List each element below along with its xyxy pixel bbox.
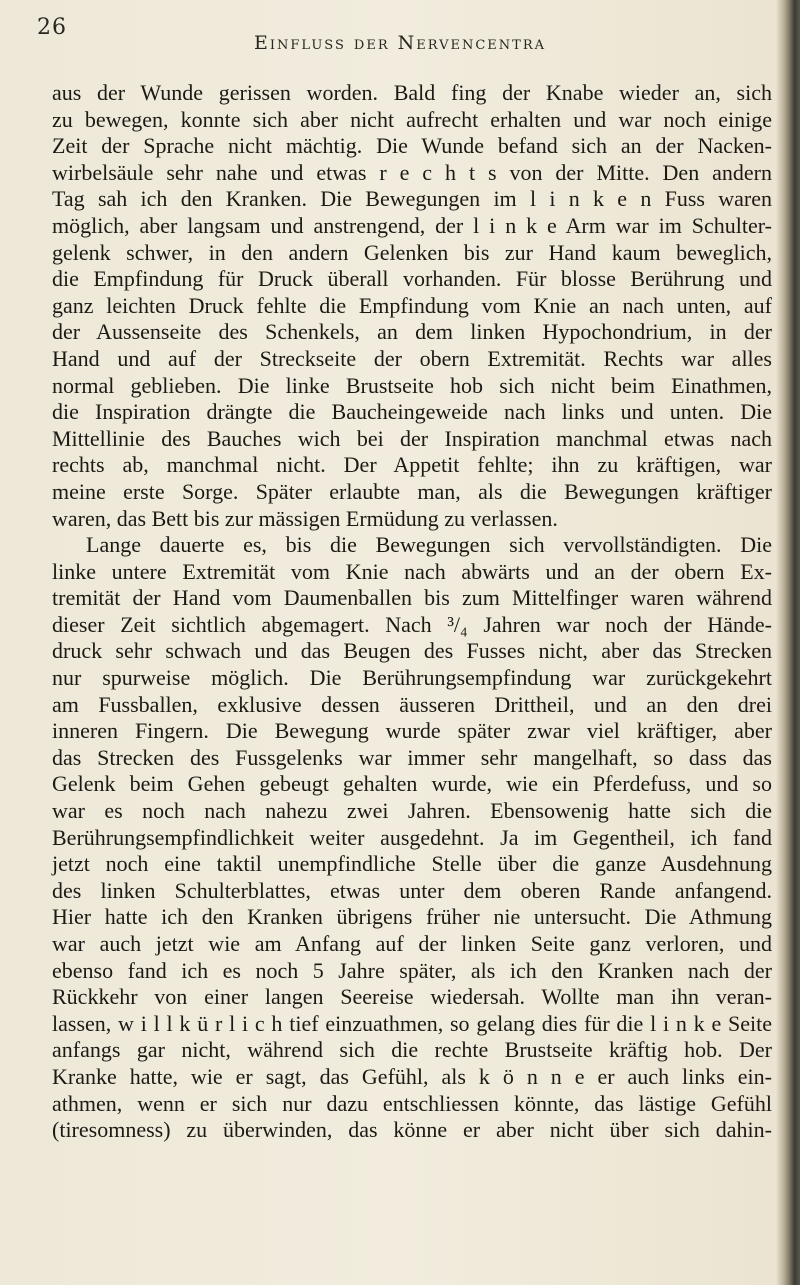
text-line: die Inspiration drängte die Baucheingeweide nach links und unten. Die: [52, 399, 772, 425]
text-line: aus der Wunde gerissen worden. Bald fing der Knabe wieder an, sich: [52, 80, 772, 105]
text-line: gelenk schwer, in den andern Gelenken bis zur Hand kaum beweglich,: [52, 239, 772, 265]
text-line: am Fussballen, exklusive dessen äusseren Drittheil, und an den drei: [52, 691, 772, 717]
text-line: möglich, aber langsam und anstrengend, der l i n k e Arm war im Schulter-: [52, 212, 772, 238]
text-line: ebenso fand ich es noch 5 Jahre später, als ich den Kranken nach der: [52, 957, 772, 983]
text-line: war auch jetzt wie am Anfang auf der linken Seite ganz verloren, und: [52, 931, 772, 956]
text-line: Berührungsempfindlichkeit weiter ausgedehnt. Ja im Gegentheil, ich fand: [52, 824, 772, 850]
text-line: linke untere Extremität vom Knie nach abwärts und an der obern Ex-: [52, 558, 772, 584]
text-line: das Strecken des Fussgelenks war immer sehr mangelhaft, so dass das: [52, 744, 772, 770]
text-line: Hand und auf der Streckseite der obern Extremität. Rechts war alles: [52, 345, 772, 371]
book-spine-edge: [782, 0, 800, 1285]
text-line: meine erste Sorge. Später erlaubte man, als die Bewegungen kräftiger: [52, 478, 772, 504]
text-line: lassen, w i l l k ü r l i c h tief einzuathmen, so gelang dies für die l i n k e Seite: [52, 1010, 772, 1036]
page-number: 26: [37, 15, 67, 40]
text-line: die Empfindung für Druck überall vorhanden. Für blosse Berührung und: [52, 266, 772, 292]
text-line: waren, das Bett bis zur mässigen Ermüdung zu verlassen.: [52, 505, 558, 531]
text-line: normal geblieben. Die linke Brustseite hob sich nicht beim Einathmen,: [52, 372, 772, 398]
body-text: [52, 80, 772, 1144]
text-line: tremität der Hand vom Daumenballen bis zum Mittelfinger waren während: [52, 585, 772, 611]
text-line: Lange dauerte es, bis die Bewegungen sich vervollständigten. Die: [86, 532, 772, 558]
text-line: Rückkehr von einer langen Seereise wiedersah. Wollte man ihn veran-: [52, 984, 772, 1010]
text-line: jetzt noch eine taktil unempfindliche Stelle über die ganze Ausdehnung: [52, 851, 772, 877]
text-line: zu bewegen, konnte sich aber nicht aufrecht erhalten und war noch einige: [52, 106, 772, 132]
text-line: der Aussenseite des Schenkels, an dem linken Hypochondrium, in der: [52, 319, 772, 345]
text-line: wirbelsäule sehr nahe und etwas r e c h t s von der Mitte. Den andern: [52, 159, 772, 185]
text-line: war es noch nach nahezu zwei Jahren. Ebensowenig hatte sich die: [52, 798, 772, 824]
text-line: Mittellinie des Bauches wich bei der Inspiration manchmal etwas nach: [52, 425, 772, 451]
text-line: ganz leichten Druck fehlte die Empfindung vom Knie an nach unten, auf: [52, 292, 772, 318]
text-line: dieser Zeit sichtlich abgemagert. Nach ³/₄ Jahren war noch der Hände-: [52, 611, 772, 637]
text-line: Gelenk beim Gehen gebeugt gehalten wurde, wie ein Pferdefuss, und so: [52, 771, 772, 797]
text-line: anfangs gar nicht, während sich die rechte Brustseite kräftig hob. Der: [52, 1037, 772, 1063]
text-line: rechts ab, manchmal nicht. Der Appetit fehlte; ihn zu kräftigen, war: [52, 452, 772, 478]
text-line: Tag sah ich den Kranken. Die Bewegungen im l i n k e n Fuss waren: [52, 186, 772, 212]
text-line: Kranke hatte, wie er sagt, das Gefühl, als k ö n n e er auch links ein-: [52, 1063, 772, 1089]
text-line: nur spurweise möglich. Die Berührungsempfindung war zurückgekehrt: [52, 665, 772, 691]
text-line: (tiresomness) zu überwinden, das könne er aber nicht über sich dahin-: [52, 1117, 772, 1143]
running-head: Einfluss der Nervencentra: [254, 32, 546, 54]
text-line: athmen, wenn er sich nur dazu entschliessen könnte, das lästige Gefühl: [52, 1090, 772, 1116]
text-line: Zeit der Sprache nicht mächtig. Die Wunde befand sich an der Nacken-: [52, 133, 772, 159]
text-line: des linken Schulterblattes, etwas unter dem oberen Rande anfangend.: [52, 877, 772, 903]
text-line: inneren Fingern. Die Bewegung wurde später zwar viel kräftiger, aber: [52, 718, 772, 744]
text-line: Hier hatte ich den Kranken übrigens früher nie untersucht. Die Athmung: [52, 904, 772, 930]
text-line: druck sehr schwach und das Beugen des Fusses nicht, aber das Strecken: [52, 638, 772, 664]
